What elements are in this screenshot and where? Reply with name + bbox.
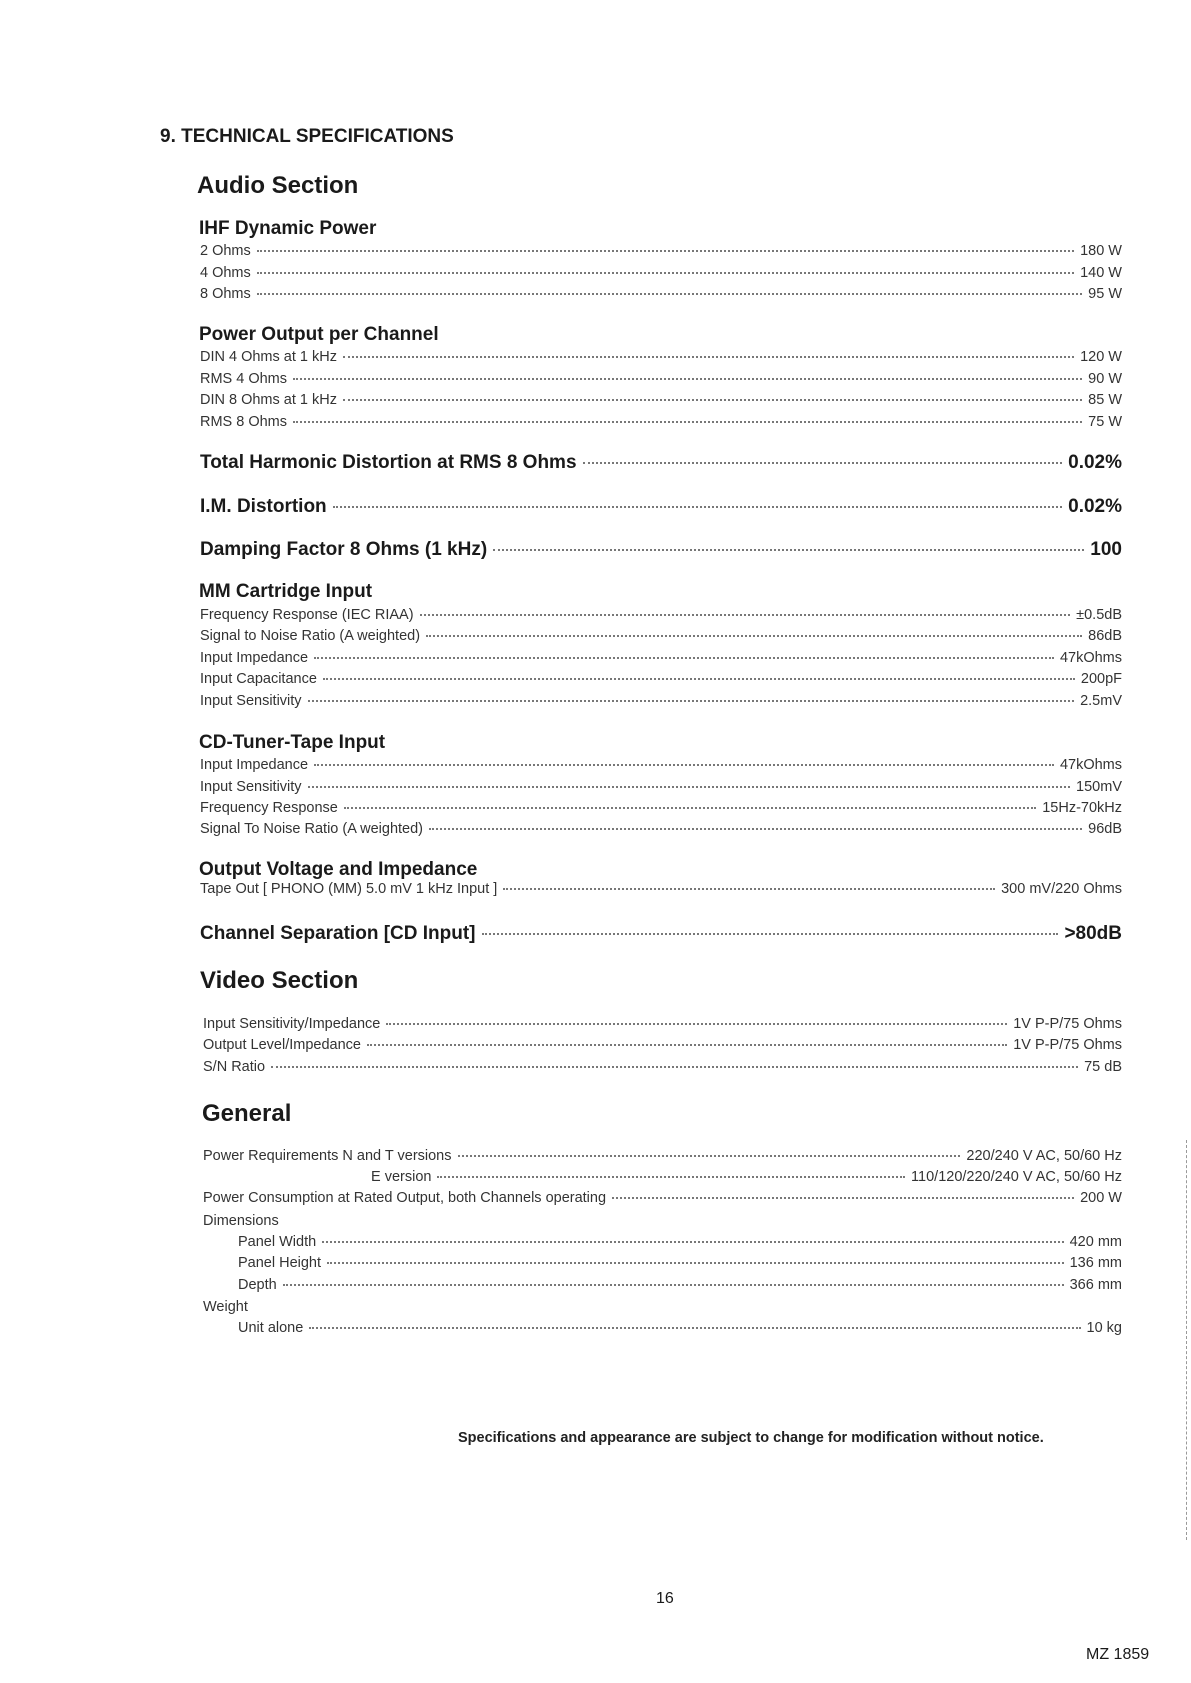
document-code: MZ 1859 xyxy=(1086,1646,1150,1663)
spec-value: 140 W xyxy=(1080,265,1122,281)
power-output-heading: Power Output per Channel xyxy=(199,324,439,345)
spec-label: Total Harmonic Distortion at RMS 8 Ohms xyxy=(200,452,577,473)
dot-leader xyxy=(314,764,1054,766)
spec-label: Input Sensitivity xyxy=(200,779,302,795)
spec-value: 300 mV/220 Ohms xyxy=(1001,881,1122,897)
spec-label: 2 Ohms xyxy=(200,243,251,259)
spec-value: 200 W xyxy=(1080,1190,1122,1206)
dot-leader xyxy=(327,1262,1064,1264)
dot-leader xyxy=(367,1044,1007,1046)
spec-label: 8 Ohms xyxy=(200,286,251,302)
spec-label: RMS 8 Ohms xyxy=(200,414,288,430)
spec-label: Dimensions xyxy=(203,1213,279,1229)
spec-label: Power Requirements N and T versions xyxy=(203,1148,452,1164)
dot-leader xyxy=(257,293,1082,295)
spec-label: Frequency Response xyxy=(200,800,338,816)
spec-label: Unit alone xyxy=(238,1320,304,1336)
spec-label: Input Impedance xyxy=(200,757,309,773)
spec-label: Output Level/Impedance xyxy=(203,1037,361,1053)
dot-leader xyxy=(309,1327,1080,1329)
spec-value: 136 mm xyxy=(1069,1255,1122,1271)
dot-leader xyxy=(314,657,1054,659)
dot-leader xyxy=(257,250,1074,252)
spec-row xyxy=(200,923,1122,945)
spec-value: 180 W xyxy=(1080,243,1122,259)
spec-row xyxy=(200,286,1122,302)
spec-value: 100 xyxy=(1090,539,1122,560)
output-voltage-heading: Output Voltage and Impedance xyxy=(199,859,478,880)
spec-row xyxy=(200,628,1122,644)
mm-input-heading: MM Cartridge Input xyxy=(199,581,373,602)
spec-row xyxy=(200,392,1122,408)
spec-label: Signal to Noise Ratio (A weighted) xyxy=(200,628,421,644)
spec-label: Frequency Response (IEC RIAA) xyxy=(200,607,414,623)
spec-value: 96dB xyxy=(1088,821,1122,837)
page-number: 16 xyxy=(656,1590,674,1607)
page-edge-line xyxy=(1186,1140,1187,1540)
spec-row xyxy=(200,607,1122,623)
spec-value: 47kOhms xyxy=(1059,650,1122,666)
dot-leader xyxy=(343,399,1082,401)
spec-row xyxy=(200,452,1122,474)
spec-value: 150mV xyxy=(1076,779,1122,795)
spec-label: Weight xyxy=(203,1299,248,1315)
general-section-heading: General xyxy=(202,1100,292,1127)
spec-label: Input Impedance xyxy=(200,650,309,666)
spec-row xyxy=(203,1299,1122,1315)
spec-label: RMS 4 Ohms xyxy=(200,371,288,387)
spec-row xyxy=(200,496,1122,518)
cd-input-heading: CD-Tuner-Tape Input xyxy=(199,732,386,753)
dot-leader xyxy=(493,549,1084,551)
dot-leader xyxy=(333,506,1062,508)
dot-leader xyxy=(271,1066,1078,1068)
dot-leader xyxy=(343,356,1074,358)
dot-leader xyxy=(426,635,1082,637)
spec-value: 90 W xyxy=(1088,371,1122,387)
dot-leader xyxy=(503,888,995,890)
spec-value: 47kOhms xyxy=(1059,757,1122,773)
video-section-heading: Video Section xyxy=(200,967,359,994)
spec-label: Input Capacitance xyxy=(200,671,317,687)
spec-row xyxy=(200,243,1122,259)
spec-row xyxy=(200,650,1122,666)
spec-row xyxy=(200,757,1122,773)
spec-row xyxy=(200,881,1122,897)
page-title: 9. TECHNICAL SPECIFICATIONS xyxy=(160,126,454,147)
dot-leader xyxy=(437,1176,905,1178)
spec-value: 75 dB xyxy=(1084,1059,1122,1075)
spec-value: 2.5mV xyxy=(1080,693,1122,709)
spec-label: I.M. Distortion xyxy=(200,496,327,517)
spec-value: 420 mm xyxy=(1069,1234,1122,1250)
dot-leader xyxy=(308,700,1075,702)
spec-value: 86dB xyxy=(1088,628,1122,644)
spec-value: 200pF xyxy=(1080,671,1122,687)
spec-value: ±0.5dB xyxy=(1076,607,1122,623)
dot-leader xyxy=(323,678,1075,680)
dot-leader xyxy=(612,1197,1074,1199)
spec-row xyxy=(371,1169,1122,1185)
spec-row xyxy=(203,1213,1122,1229)
spec-label: DIN 4 Ohms at 1 kHz xyxy=(200,349,337,365)
dot-leader xyxy=(429,828,1082,830)
spec-label: Panel Height xyxy=(238,1255,322,1271)
spec-row xyxy=(200,821,1122,837)
spec-value: 0.02% xyxy=(1068,452,1122,473)
spec-label: Signal To Noise Ratio (A weighted) xyxy=(200,821,423,837)
dot-leader xyxy=(583,462,1063,464)
spec-row xyxy=(203,1148,1122,1164)
spec-value: 120 W xyxy=(1080,349,1122,365)
dot-leader xyxy=(344,807,1036,809)
dot-leader xyxy=(293,421,1082,423)
spec-label: DIN 8 Ohms at 1 kHz xyxy=(200,392,337,408)
spec-row xyxy=(200,539,1122,561)
spec-value: 220/240 V AC, 50/60 Hz xyxy=(966,1148,1122,1164)
spec-value: >80dB xyxy=(1064,923,1122,944)
spec-value: 110/120/220/240 V AC, 50/60 Hz xyxy=(911,1169,1122,1185)
spec-label: 4 Ohms xyxy=(200,265,251,281)
spec-row xyxy=(203,1037,1122,1053)
spec-row xyxy=(200,693,1122,709)
spec-label: Depth xyxy=(238,1277,277,1293)
spec-row xyxy=(238,1277,1122,1293)
spec-row xyxy=(200,671,1122,687)
spec-label: Damping Factor 8 Ohms (1 kHz) xyxy=(200,539,488,560)
dot-leader xyxy=(308,786,1070,788)
spec-value: 366 mm xyxy=(1069,1277,1122,1293)
spec-value: 15Hz-70kHz xyxy=(1042,800,1122,816)
spec-row xyxy=(200,349,1122,365)
spec-row xyxy=(238,1255,1122,1271)
spec-value: 0.02% xyxy=(1068,496,1122,517)
dot-leader xyxy=(482,933,1059,935)
spec-value: 75 W xyxy=(1088,414,1122,430)
spec-row xyxy=(203,1059,1122,1075)
spec-label: Channel Separation [CD Input] xyxy=(200,923,476,944)
spec-value: 1V P-P/75 Ohms xyxy=(1013,1016,1122,1032)
spec-row xyxy=(238,1234,1122,1250)
spec-label: Input Sensitivity xyxy=(200,693,302,709)
dot-leader xyxy=(293,378,1082,380)
spec-label: E version xyxy=(371,1169,432,1185)
spec-row xyxy=(200,414,1122,430)
dot-leader xyxy=(420,614,1071,616)
spec-row xyxy=(238,1320,1122,1336)
spec-value: 95 W xyxy=(1088,286,1122,302)
spec-label: Tape Out [ PHONO (MM) 5.0 mV 1 kHz Input ] xyxy=(200,881,498,897)
spec-row xyxy=(203,1190,1122,1206)
spec-row xyxy=(200,800,1122,816)
spec-label: S/N Ratio xyxy=(203,1059,266,1075)
spec-value: 10 kg xyxy=(1086,1320,1122,1336)
spec-label: Power Consumption at Rated Output, both Channels operating xyxy=(203,1190,607,1206)
ihf-heading: IHF Dynamic Power xyxy=(199,218,377,239)
spec-row xyxy=(200,371,1122,387)
spec-value: 85 W xyxy=(1088,392,1122,408)
disclaimer-note: Specifications and appearance are subject to change for modification without notice. xyxy=(458,1430,1044,1446)
spec-label: Input Sensitivity/Impedance xyxy=(203,1016,381,1032)
spec-label: Panel Width xyxy=(238,1234,317,1250)
dot-leader xyxy=(283,1284,1064,1286)
spec-value: 1V P-P/75 Ohms xyxy=(1013,1037,1122,1053)
dot-leader xyxy=(322,1241,1063,1243)
dot-leader xyxy=(257,272,1074,274)
audio-section-heading: Audio Section xyxy=(197,172,359,199)
spec-row xyxy=(200,779,1122,795)
dot-leader xyxy=(458,1155,961,1157)
dot-leader xyxy=(386,1023,1007,1025)
spec-row xyxy=(200,265,1122,281)
spec-row xyxy=(203,1016,1122,1032)
